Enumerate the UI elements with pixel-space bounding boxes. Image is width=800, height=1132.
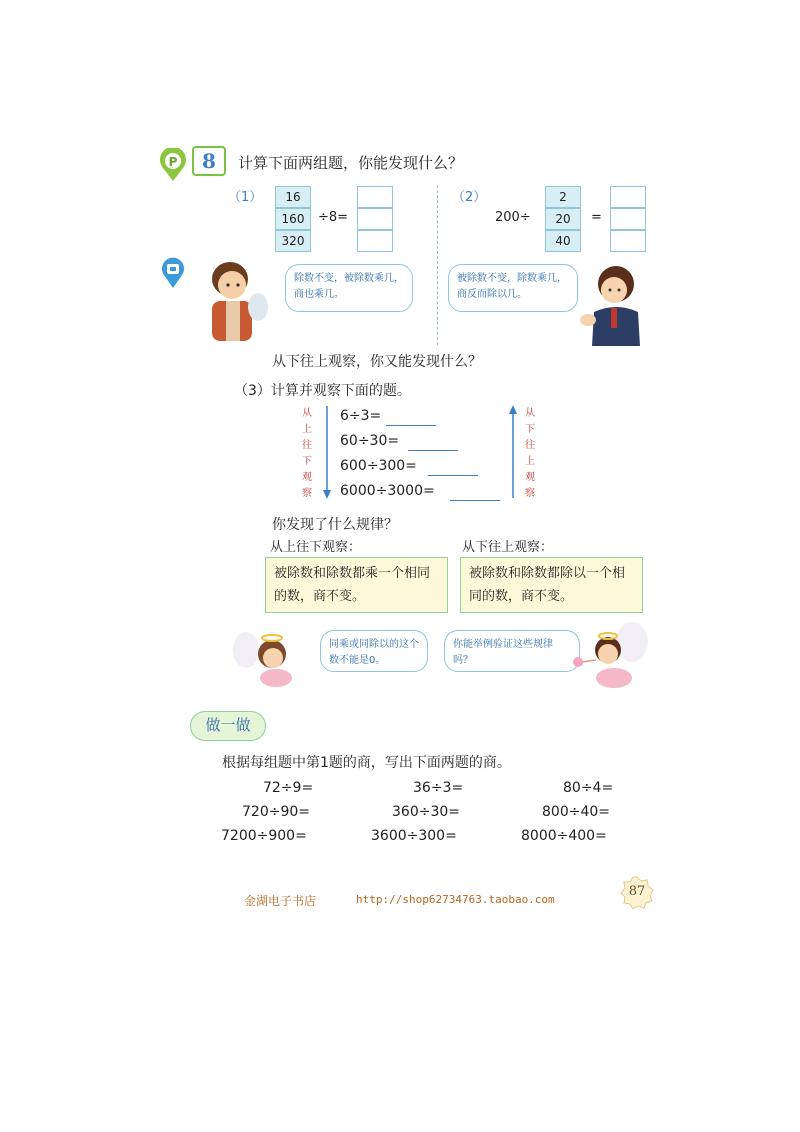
top-down-heading: 从上往下观察：	[270, 540, 362, 555]
part2-label: （2）	[452, 190, 487, 205]
practice-title: 做一做	[205, 716, 251, 734]
left-side-label: 从上往下观察	[302, 408, 312, 499]
down-arrow-icon	[321, 404, 333, 500]
problem-number-badge	[192, 146, 226, 176]
left-angel-text: 同乘或同除以的这个数不能是0。	[329, 639, 419, 666]
rule-left-text: 被除数和除数都乘一个相同的数，商不变。	[274, 566, 431, 604]
rule-question: 你发现了什么规律？	[272, 517, 398, 533]
answer-cell[interactable]	[357, 230, 393, 252]
right-angel-bubble	[444, 630, 580, 672]
boy-speech-text: 除数不变，被除数乘几，商也乘几。	[294, 273, 404, 300]
girl-illustration	[578, 262, 650, 346]
answer-cell[interactable]	[357, 208, 393, 230]
dividend-cell: 320	[275, 230, 311, 252]
practice-equation: 80÷4=	[563, 780, 614, 796]
p-marker-icon	[158, 148, 188, 182]
up-arrow-icon	[507, 404, 519, 500]
practice-title-badge	[190, 711, 266, 741]
practice-equation: 3600÷300=	[371, 828, 457, 844]
rule-right-text: 被除数和除数都除以一个相同的数，商不变。	[469, 566, 626, 604]
rule-right-box	[460, 557, 643, 613]
svg-text:P: P	[168, 155, 178, 169]
practice-equation: 36÷3=	[413, 780, 464, 796]
boy-illustration	[200, 255, 272, 345]
divisor-cell: 40	[545, 230, 581, 252]
dividend-cell: 160	[275, 208, 311, 230]
boy-speech-bubble	[285, 264, 413, 312]
girl-speech-text: 被除数不变，除数乘几，商反而除以几。	[457, 273, 567, 300]
part1-label: （1）	[228, 190, 263, 205]
answer-line[interactable]	[450, 500, 500, 501]
dividend-cell: 16	[275, 186, 311, 208]
cooperation-marker-icon	[160, 257, 186, 289]
answer-cell[interactable]	[357, 186, 393, 208]
answer-cell[interactable]	[610, 186, 646, 208]
question-text: 计算下面两组题，你能发现什么？	[238, 154, 464, 172]
practice-equation: 72÷9=	[263, 780, 314, 796]
problem-number: 8	[202, 149, 216, 173]
answer-cell[interactable]	[610, 208, 646, 230]
divisor-cell: 2	[545, 186, 581, 208]
bottom-up-question: 从下往上观察，你又能发现什么？	[272, 354, 482, 370]
answer-line[interactable]	[428, 475, 478, 476]
bottom-up-heading: 从下往上观察：	[462, 540, 554, 555]
answer-line[interactable]	[386, 425, 436, 426]
part1-operator: ÷8=	[318, 210, 349, 225]
rule-left-box	[265, 557, 448, 613]
right-angel-text: 你能举例验证这些规律吗？	[453, 639, 553, 666]
practice-equation: 7200÷900=	[221, 828, 307, 844]
equation: 600÷300=	[340, 458, 417, 474]
practice-equation: 360÷30=	[392, 804, 460, 820]
right-angel-illustration	[570, 616, 652, 696]
answer-cell[interactable]	[610, 230, 646, 252]
part3-label: （3）计算并观察下面的题。	[234, 383, 411, 399]
answer-line[interactable]	[408, 450, 458, 451]
right-side-label: 从下往上观察	[525, 408, 535, 499]
store-url[interactable]: http://shop62734763.taobao.com	[356, 893, 555, 906]
part2-prefix: 200÷	[495, 210, 531, 225]
divisor-cell: 20	[545, 208, 581, 230]
practice-equation: 800÷40=	[542, 804, 610, 820]
practice-instruction: 根据每组题中第1题的商，写出下面两题的商。	[222, 755, 511, 771]
part2-equals: =	[591, 210, 602, 225]
practice-equation: 720÷90=	[242, 804, 310, 820]
store-name: 金湖电子书店	[244, 894, 317, 908]
page-number: 87	[628, 884, 646, 899]
left-angel-bubble	[320, 630, 428, 672]
divider	[437, 185, 438, 345]
equation: 6÷3=	[340, 408, 382, 424]
page-number-badge	[620, 876, 654, 910]
practice-equation: 8000÷400=	[521, 828, 607, 844]
left-angel-illustration	[232, 628, 312, 690]
girl-speech-bubble	[448, 264, 578, 312]
equation: 60÷30=	[340, 433, 400, 449]
equation: 6000÷3000=	[340, 483, 435, 499]
